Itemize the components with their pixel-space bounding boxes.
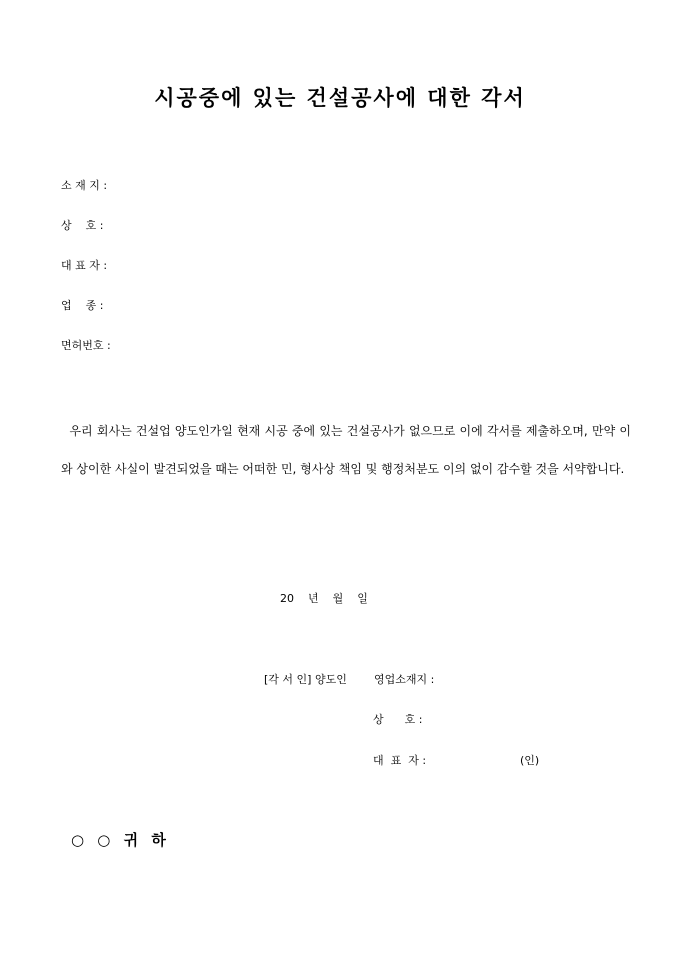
document-title: 시공중에 있는 건설공사에 대한 각서 <box>154 85 526 110</box>
field-license-number <box>61 337 113 353</box>
field-business-type <box>61 297 113 313</box>
field-label: 소 재 지 : <box>61 179 108 192</box>
field-company <box>61 217 113 233</box>
signature-rep-label: 대 표 자 : <box>373 754 427 767</box>
field-representative <box>61 257 113 273</box>
field-label: 상 호 : <box>61 219 104 232</box>
signature-address-label: 영업소재지 : <box>374 673 435 686</box>
signature-company-label: 상 호 : <box>373 713 423 726</box>
pledge-body <box>61 412 631 488</box>
signature-prefix: [각 서 인] 양도인 <box>264 673 347 686</box>
field-label: 대 표 자 : <box>61 259 108 272</box>
seal-mark: (인) <box>520 754 540 767</box>
addressee: ○ ○ 귀 하 <box>71 831 170 849</box>
field-label: 면허번호 : <box>61 339 111 352</box>
field-label: 업 종 : <box>61 299 104 312</box>
pledge-paragraph: 우리 회사는 건설업 양도인가일 현재 시공 중에 있는 건설공사가 없으므로 이에 각서를 제출하오며, 만약 이와 상이한 사실이 발견되었을 때는 어떠한 민, 형사상 책임 및 행정처분도 이의 없이 감수할 것을 서약합니다. <box>61 424 631 476</box>
date-line: 20 년 월 일 <box>280 592 368 605</box>
field-location <box>61 177 113 193</box>
